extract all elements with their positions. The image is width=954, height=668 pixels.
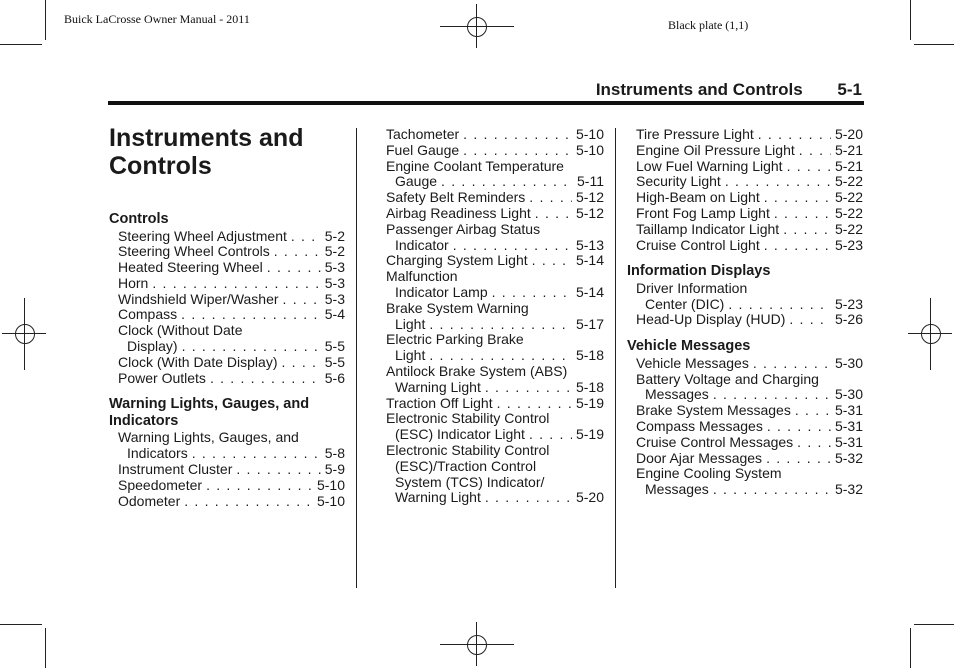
toc-entry[interactable] [109,478,345,494]
toc-page-number: 5-9 [324,462,345,478]
toc-entry-label: Brake System Messages [636,403,791,419]
toc-entry[interactable] [377,269,604,301]
dot-leader [783,222,831,238]
toc-entry-line [386,190,604,206]
toc-page-number: 5-32 [834,450,863,466]
dot-leader [184,494,313,510]
toc-page-number: 5-4 [324,307,345,323]
toc-entry-label: Power Outlets [118,370,206,386]
toc-entry-label: Warning Light [395,490,481,506]
toc-entry-label: Steering Wheel Controls [118,244,270,260]
toc-entry-line [636,238,863,254]
toc-entry-line [636,312,863,328]
running-head-title: Instruments and Controls [595,80,803,99]
dot-leader [274,244,321,260]
toc-entry-line [386,253,604,269]
toc-entry-line [636,222,863,238]
dot-leader [799,143,831,159]
toc-entry-label: Speedometer [118,477,203,493]
toc-page-number: 5-12 [575,190,604,206]
dot-leader [766,451,831,467]
toc-entry-label: Door Ajar Messages [636,450,763,466]
toc-entry-label: High-Beam on Light [636,190,760,206]
crop-mark [0,624,42,625]
dot-leader [764,238,831,254]
toc-page-number: 5-19 [575,395,604,411]
dot-leader [774,206,831,222]
crop-mark [45,0,46,40]
dot-leader [753,356,831,372]
toc-entry[interactable] [377,364,604,396]
toc-page-number: 5-32 [834,482,863,498]
toc-page-number: 5-20 [575,490,604,506]
toc-section-heading: Controls [109,211,169,227]
toc-entry[interactable] [109,260,345,276]
toc-entry[interactable] [627,466,863,498]
toc-entry[interactable] [109,371,345,387]
toc-entry-text: Driver Information [636,279,748,296]
toc-entry-text: Electronic Stability Control [386,410,550,427]
toc-entry-line [386,127,604,143]
toc-entry-label: Display) [127,339,178,355]
dot-leader [725,174,831,190]
toc-entry-line [636,206,863,222]
toc-entry-line [386,380,604,396]
toc-entry[interactable] [627,206,863,222]
toc-entry-label: Heated Steering Wheel [118,260,263,276]
toc-entry[interactable] [109,462,345,478]
toc-entry-label: Tachometer [386,127,460,142]
toc-entry[interactable] [377,253,604,269]
toc-entry-label: Cruise Control Light [636,237,760,253]
toc-entry-text: Electric Parking Brake [386,331,524,348]
toc-entry-text: Electronic Stability Control [386,441,550,458]
toc-page-number: 5-14 [575,253,604,269]
dot-leader [463,143,572,159]
toc-entry-text: Engine Coolant Temperature [386,157,564,174]
dot-leader [429,317,572,333]
toc-page-number: 5-17 [575,316,604,332]
toc-entry[interactable] [377,396,604,412]
toc-page-number: 5-22 [834,205,863,221]
column-divider [615,128,616,588]
plate-left-text: Buick LaCrosse Owner Manual - 2011 [64,12,250,26]
toc-entry[interactable] [377,190,604,206]
toc-entry-line [386,317,604,333]
toc-entry-line [636,419,863,435]
toc-entry-label: Clock (With Date Display) [118,354,278,370]
dot-leader [182,339,321,355]
toc-page-number: 5-31 [834,434,863,450]
toc-entry-line [636,143,863,159]
toc-entry-text: Engine Cooling System [636,465,782,482]
toc-page-number: 5-21 [834,142,863,158]
toc-page-number: 5-31 [834,418,863,434]
toc-entry[interactable] [627,419,863,435]
chapter-title: Instruments and Controls [109,124,304,180]
toc-page-number: 5-20 [834,127,863,142]
toc-entry-label: Warning Light [395,379,481,395]
toc-entry[interactable] [627,127,863,143]
dot-leader [181,307,321,323]
toc-entry[interactable] [377,206,604,222]
toc-entry-text: Brake System Warning [386,299,529,316]
toc-entry[interactable] [627,174,863,190]
toc-entry-line [118,355,345,371]
toc-column-3 [627,127,863,498]
toc-entry-label: Messages [645,387,709,403]
toc-entry-text: Passenger Airbag Status [386,220,541,237]
toc-entry[interactable] [377,143,604,159]
dot-leader [764,190,831,206]
toc-entry-label: Horn [118,275,149,291]
dot-leader [192,446,321,462]
toc-page-number: 5-5 [324,339,345,355]
toc-entry-line [118,229,345,245]
dot-leader [281,355,320,371]
dot-leader [492,285,572,301]
toc-page-number: 5-10 [316,493,345,509]
toc-page-number: 5-18 [575,379,604,395]
dot-leader [441,174,573,190]
toc-entry-line [118,307,345,323]
toc-entry-label: Compass Messages [636,418,763,434]
registration-mark-right [908,298,952,370]
toc-entry-label: Indicators [127,446,188,462]
toc-entry-label: Compass [118,307,178,323]
toc-entry-label: Front Fog Lamp Light [636,205,770,221]
dot-leader [767,419,831,435]
toc-entry[interactable] [109,430,345,462]
toc-entry-line [118,478,345,494]
toc-entry[interactable] [377,443,604,506]
header-rule [108,101,864,105]
toc-entry-text: Clock (Without Date [118,322,243,339]
crop-mark [914,624,954,625]
dot-leader [463,127,572,143]
toc-entry-line [118,494,345,510]
toc-entry[interactable] [627,435,863,451]
dot-leader [236,462,320,478]
dot-leader [795,403,831,419]
toc-page-number: 5-8 [324,446,345,462]
toc-entry-line [636,159,863,175]
registration-mark-bottom [440,622,514,666]
toc-entry-line [636,190,863,206]
toc-entry-label: Instrument Cluster [118,462,233,478]
toc-entry[interactable] [377,222,604,254]
crop-mark [0,44,42,45]
toc-entry-label: Safety Belt Reminders [386,190,526,206]
registration-mark-left [2,298,46,370]
toc-page-number: 5-13 [575,237,604,253]
toc-page-number: 5-30 [834,355,863,371]
toc-entry-label: Traction Off Light [386,395,493,411]
toc-entry-label: Indicator Lamp [395,284,488,300]
toc-entry-line [118,260,345,276]
toc-entry-line [386,427,604,443]
toc-entry[interactable] [109,276,345,292]
dot-leader [453,238,572,254]
toc-entry[interactable] [627,403,863,419]
toc-entry-label: Low Fuel Warning Light [636,158,783,174]
toc-page-number: 5-22 [834,190,863,206]
toc-entry[interactable] [377,159,604,191]
crop-mark [45,628,46,668]
toc-entry-line [636,482,863,498]
toc-entry-text: Battery Voltage and Charging [636,370,819,387]
toc-entry-line [636,387,863,403]
dot-leader [532,253,572,269]
toc-entry[interactable] [627,222,863,238]
toc-entry-text: (ESC)/Traction Control [395,457,537,474]
toc-entry[interactable] [109,307,345,323]
plate-right-text: Black plate (1,1) [668,18,749,32]
toc-page-number: 5-31 [834,403,863,419]
dot-leader [728,297,831,313]
toc-page-number: 5-3 [324,275,345,291]
toc-page-number: 5-3 [324,291,345,307]
toc-entry-line [118,276,345,292]
dot-leader [152,276,320,292]
toc-entry-text: System (TCS) Indicator/ [395,473,545,490]
toc-entry[interactable] [109,292,345,308]
toc-page-number: 5-10 [575,142,604,158]
toc-entry-text: Warning Lights, Gauges, and [118,429,299,446]
toc-entry-label: Vehicle Messages [636,355,749,371]
dot-leader [497,396,572,412]
toc-page-number: 5-18 [575,348,604,364]
toc-entry[interactable] [627,281,863,313]
toc-page-number: 5-5 [324,354,345,370]
toc-entry-label: Engine Oil Pressure Light [636,142,795,158]
toc-entry-line [118,446,345,462]
toc-entry-line [636,403,863,419]
toc-entry[interactable] [109,229,345,245]
toc-entry-label: Charging System Light [386,253,528,269]
dot-leader [291,229,321,245]
dot-leader [789,312,831,328]
toc-page-number: 5-2 [324,244,345,260]
toc-entry-label: Windshield Wiper/Washer [118,291,279,307]
toc-entry[interactable] [627,312,863,328]
toc-entry-line [636,127,863,143]
toc-entry[interactable] [627,159,863,175]
toc-entry-line [386,348,604,364]
toc-entry-line [118,371,345,387]
dot-leader [485,380,572,396]
toc-entry[interactable] [377,411,604,443]
toc-entry-label: Light [395,348,426,364]
toc-page-number: 5-30 [834,387,863,403]
toc-entry-label: (ESC) Indicator Light [395,427,525,443]
toc-entry-label: Light [395,316,426,332]
toc-page-number: 5-23 [834,237,863,253]
toc-entry-label: Airbag Readiness Light [386,205,531,221]
toc-column-1 [109,211,345,509]
toc-entry[interactable] [377,127,604,143]
toc-entry-label: Security Light [636,174,721,190]
dot-leader [529,427,572,443]
toc-entry-label: Head-Up Display (HUD) [636,312,786,328]
dot-leader [797,435,831,451]
toc-entry-line [386,206,604,222]
toc-entry-text: Antilock Brake System (ABS) [386,362,568,379]
dot-leader [267,260,321,276]
registration-mark-top [440,4,514,48]
toc-entry[interactable] [377,332,604,364]
toc-entry-line [118,244,345,260]
dot-leader [485,490,572,506]
dot-leader [283,292,321,308]
toc-entry[interactable] [627,372,863,404]
toc-entry[interactable] [627,190,863,206]
toc-entry-label: Indicator [395,237,449,253]
toc-entry-line [118,339,345,355]
toc-entry-label: Messages [645,482,709,498]
dot-leader [429,348,572,364]
toc-section-heading: Warning Lights, Gauges, and Indicators [109,396,310,429]
toc-entry-line [386,238,604,254]
toc-section-heading: Information Displays [627,263,771,280]
column-divider [356,128,357,588]
toc-entry-line [118,462,345,478]
dot-leader [210,371,321,387]
toc-entry-line [386,174,604,190]
toc-entry-label: Steering Wheel Adjustment [118,228,287,244]
toc-page-number: 5-2 [324,228,345,244]
toc-section-heading: Vehicle Messages [627,338,751,355]
dot-leader [713,387,831,403]
toc-entry[interactable] [627,143,863,159]
toc-entry-label: Center (DIC) [645,296,725,312]
toc-page-number: 5-23 [834,296,863,312]
toc-page-number: 5-19 [575,427,604,443]
toc-page-number: 5-21 [834,158,863,174]
toc-entry-line [386,396,604,412]
dot-leader [758,127,831,143]
toc-entry[interactable] [109,244,345,260]
toc-entry-label: Fuel Gauge [386,142,460,158]
toc-entry-label: Taillamp Indicator Light [636,221,780,237]
toc-entry-line [636,435,863,451]
toc-entry-label: Odometer [118,493,181,509]
toc-entry-line [636,356,863,372]
toc-entry[interactable] [377,301,604,333]
toc-entry[interactable] [627,451,863,467]
running-head [596,80,862,100]
toc-page-number: 5-10 [575,127,604,142]
toc-entry[interactable] [109,323,345,355]
toc-page-number: 5-14 [575,284,604,300]
toc-entry-text: Malfunction [386,268,458,285]
toc-entry-line [636,451,863,467]
toc-column-2 [377,127,604,506]
toc-page-number: 5-12 [575,205,604,221]
toc-entry[interactable] [109,494,345,510]
dot-leader [787,159,831,175]
dot-leader [535,206,572,222]
crop-mark [914,44,954,45]
toc-entry-line [118,292,345,308]
dot-leader [529,190,572,206]
toc-entry-label: Gauge [395,174,438,190]
toc-entry-label: Tire Pressure Light [636,127,754,142]
toc-entry-label: Cruise Control Messages [636,434,794,450]
toc-page-number: 5-11 [577,174,604,190]
toc-entry-line [636,174,863,190]
toc-page-number: 5-3 [324,260,345,276]
toc-page-number: 5-22 [834,221,863,237]
toc-entry-line [386,143,604,159]
crop-mark [910,628,911,668]
toc-page-number: 5-10 [316,477,345,493]
toc-entry[interactable] [627,356,863,372]
toc-entry[interactable] [109,355,345,371]
crop-mark [910,0,911,40]
toc-page-number: 5-22 [834,174,863,190]
toc-page-number: 5-26 [834,312,863,328]
running-head-page: 5-1 [837,80,862,99]
toc-entry[interactable] [627,238,863,254]
toc-entry-line [386,490,604,506]
toc-entry-line [386,285,604,301]
dot-leader [713,482,831,498]
dot-leader [206,478,313,494]
toc-entry-line [636,297,863,313]
toc-page-number: 5-6 [324,370,345,386]
